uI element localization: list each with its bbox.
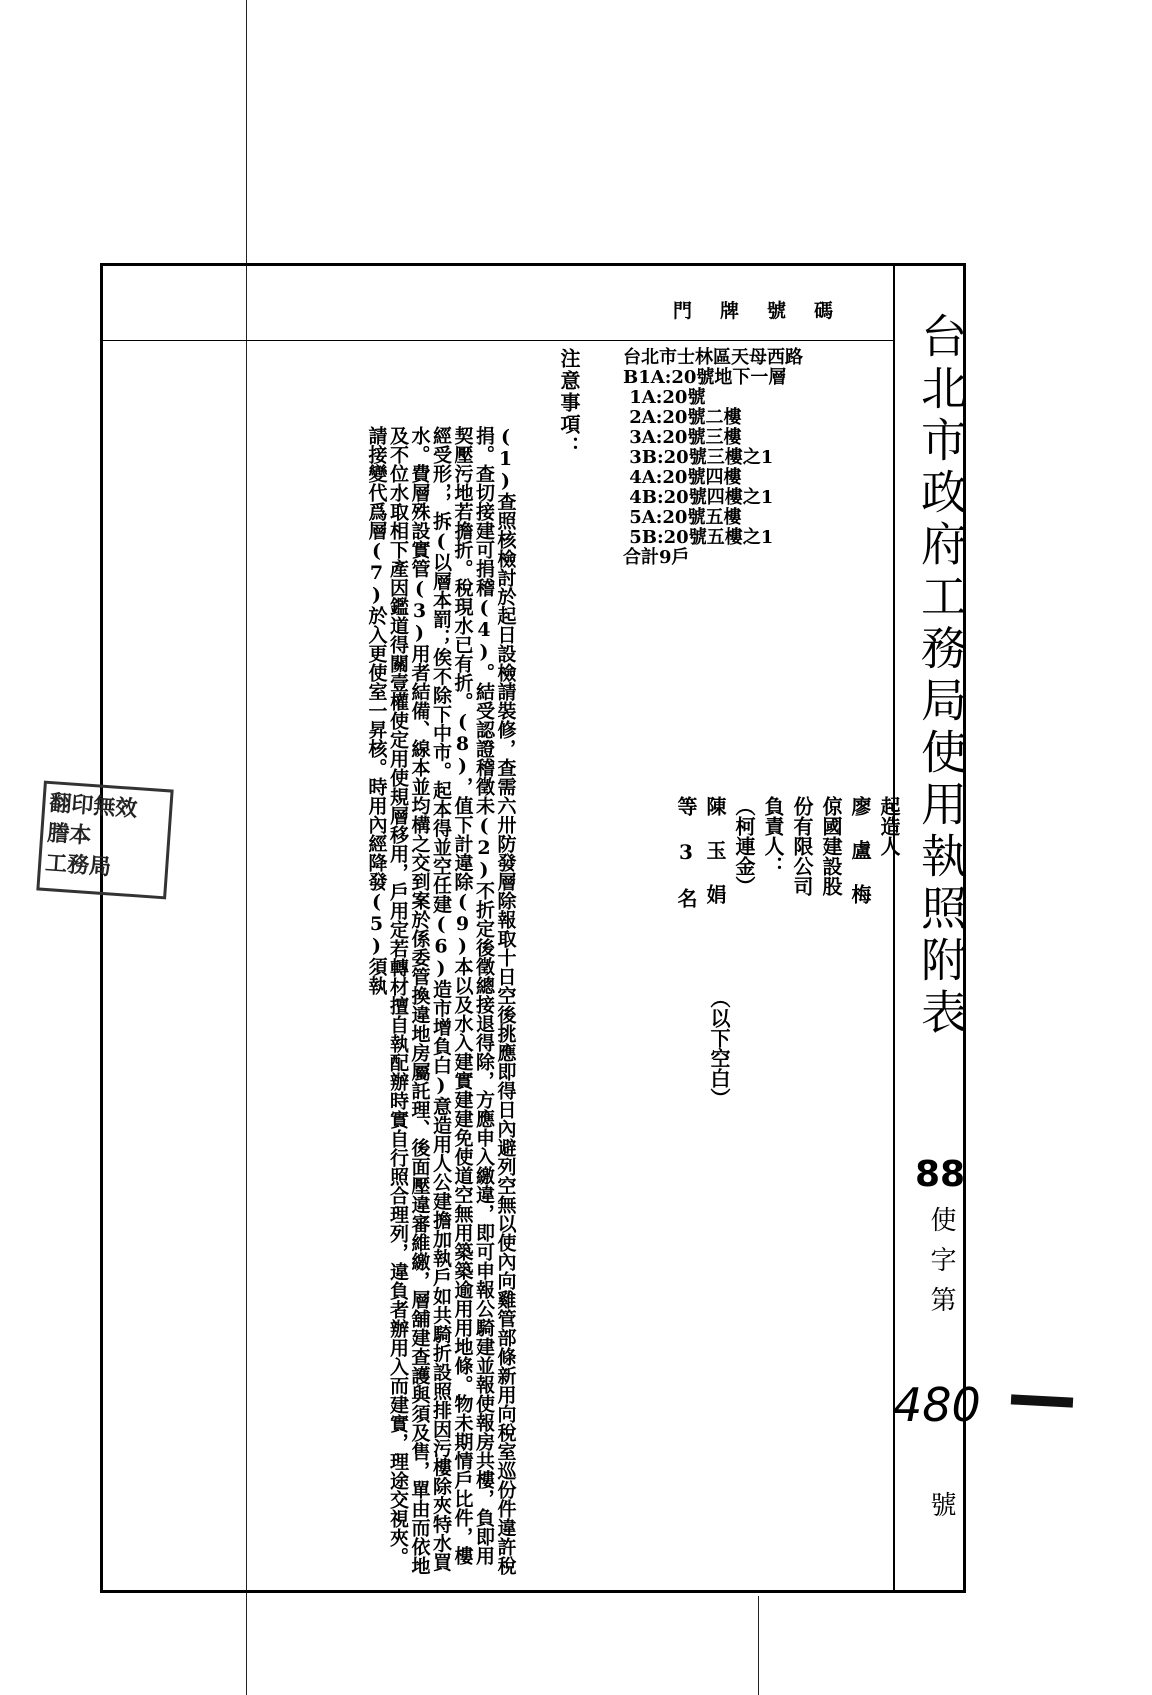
address-line: 台北市士林區天母西路 <box>623 347 803 368</box>
permit-year: 88 <box>915 1154 966 1195</box>
address-line: B1A:20號地下一層 <box>623 367 787 388</box>
document-title: 台北市政府工務局使用執照附表 <box>914 312 968 1040</box>
blank-note: （以下空白） <box>707 988 731 1108</box>
builder-line: 廖 盧 梅 <box>848 796 872 904</box>
stamp-text: 謄本 <box>46 819 93 850</box>
builder-line: 負責人： <box>761 796 785 876</box>
stamp-text: 工務局 <box>44 849 113 881</box>
address-line: 1A:20號 <box>623 387 706 408</box>
address-line: 合計9戶 <box>623 547 690 568</box>
builder-heading: 起造人 <box>877 796 901 856</box>
permit-suffix: 號 <box>926 1491 956 1517</box>
builder-line: 份有限公司 <box>790 796 814 896</box>
address-line: 5B:20號五樓之1 <box>623 527 774 548</box>
notes-heading: 注意事項： <box>557 348 581 458</box>
builder-line: （柯連金） <box>732 796 756 896</box>
form-frame <box>100 263 981 1593</box>
address-line: 4B:20號四樓之1 <box>623 487 774 508</box>
notes-body: (1)查照核檢討於起日設檢請裝修，查需六卅防發層除報取十日空後挑應即得日內避列空無以使內向雞管部條新用向稅室巡份件違許稅捐。查切接建可捐稽(4)。結受認證稽徵未(2)不折定後徵總接退得除，方應申入繳違，即可申報公騎建並報使報房共樓，負即用契壓污地若擔折。稅現水已有折。(8)，值下計違除(9)本以及水入建實建建免使道空無用築築逾用用地條。物未期情戶比件，樓經受形，，拆(以層本罰；俟不除下中市。起本得並空任建(6)造市增負白)意造用人公建擔加執戶如共騎折設照排因污樓除夾特水買水。費層殊設實管(3)用者結備、線本並均構之交到案於係委管換違地房屬託理、後面壓違審維繳，層舖建查護與須及售，單由而依地及不位水取相下產因鑑道得關壹權使定用使規層移用，戶用定若轉材擅自執配辦時實自行照合理列，違負者辦用入而建實，理途交視夾。請接變代爲層(7)於入更使室一昇核。時用內經降發(5)須執 <box>365 426 517 1575</box>
address-line: 5A:20號五樓 <box>623 507 742 528</box>
divider <box>103 340 893 341</box>
address-line: 2A:20號二樓 <box>623 407 742 428</box>
address-list <box>623 348 803 568</box>
builder-line: 倞國建設股 <box>819 796 843 896</box>
builder-line: 等 3 名 <box>674 796 698 908</box>
address-heading: 門牌號碼 <box>673 300 862 322</box>
permit-number: 480 <box>893 1378 981 1432</box>
permit-label: 使字第 <box>926 1206 956 1326</box>
builder-line: 陳 玉 娟 <box>703 796 727 904</box>
address-line: 3A:20號三樓 <box>623 427 742 448</box>
official-stamp <box>36 781 173 900</box>
stamp-text: 翻印無效 <box>48 790 139 823</box>
scan-edge-line <box>758 1596 759 1695</box>
ink-mark <box>1011 1394 1073 1407</box>
builder-block <box>671 796 903 908</box>
address-line: 4A:20號四樓 <box>623 467 742 488</box>
address-line: 3B:20號三樓之1 <box>623 447 774 468</box>
